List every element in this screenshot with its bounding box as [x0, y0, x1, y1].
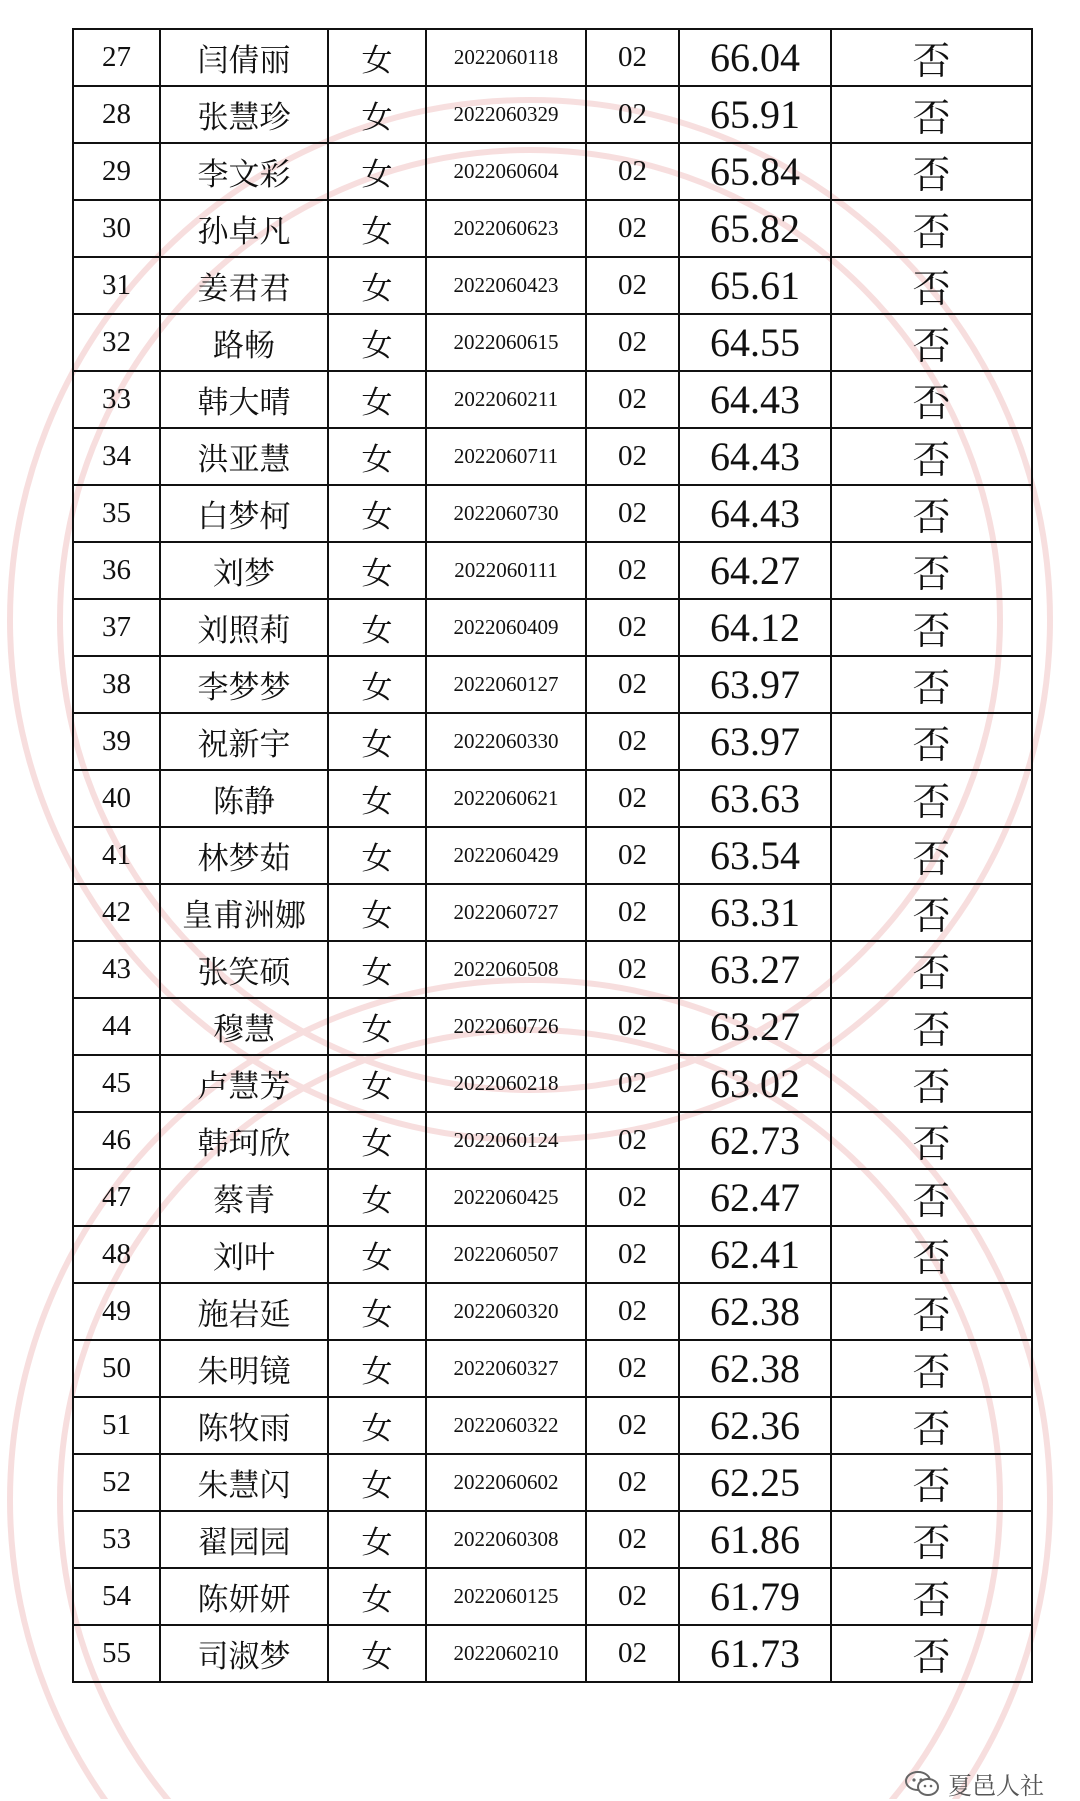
cell-exam-id: 2022060429 — [426, 827, 586, 884]
cell-seq: 40 — [73, 770, 160, 827]
cell-qualified-flag: 否 — [831, 542, 1032, 599]
cell-seq: 47 — [73, 1169, 160, 1226]
table-row — [73, 998, 1032, 1055]
cell-name: 翟园园 — [160, 1511, 328, 1568]
cell-sex: 女 — [328, 1112, 426, 1169]
cell-exam-id: 2022060124 — [426, 1112, 586, 1169]
cell-name: 刘梦 — [160, 542, 328, 599]
cell-position-code: 02 — [586, 1511, 679, 1568]
cell-qualified-flag: 否 — [831, 770, 1032, 827]
cell-position-code: 02 — [586, 1568, 679, 1625]
cell-score: 62.38 — [679, 1340, 831, 1397]
cell-sex: 女 — [328, 1568, 426, 1625]
table-row — [73, 428, 1032, 485]
cell-qualified-flag: 否 — [831, 1112, 1032, 1169]
cell-position-code: 02 — [586, 599, 679, 656]
cell-sex: 女 — [328, 485, 426, 542]
cell-position-code: 02 — [586, 941, 679, 998]
table-row — [73, 1226, 1032, 1283]
cell-sex: 女 — [328, 29, 426, 86]
cell-qualified-flag: 否 — [831, 428, 1032, 485]
cell-position-code: 02 — [586, 1283, 679, 1340]
cell-name: 卢慧芳 — [160, 1055, 328, 1112]
cell-name: 韩大晴 — [160, 371, 328, 428]
cell-score: 65.61 — [679, 257, 831, 314]
cell-position-code: 02 — [586, 485, 679, 542]
cell-exam-id: 2022060210 — [426, 1625, 586, 1682]
cell-seq: 27 — [73, 29, 160, 86]
cell-exam-id: 2022060409 — [426, 599, 586, 656]
table-row — [73, 1397, 1032, 1454]
cell-qualified-flag: 否 — [831, 1169, 1032, 1226]
cell-seq: 52 — [73, 1454, 160, 1511]
cell-exam-id: 2022060125 — [426, 1568, 586, 1625]
cell-qualified-flag: 否 — [831, 485, 1032, 542]
cell-qualified-flag: 否 — [831, 29, 1032, 86]
cell-exam-id: 2022060218 — [426, 1055, 586, 1112]
cell-sex: 女 — [328, 884, 426, 941]
cell-sex: 女 — [328, 599, 426, 656]
cell-score: 64.55 — [679, 314, 831, 371]
results-table — [72, 28, 1033, 1683]
cell-seq: 46 — [73, 1112, 160, 1169]
cell-name: 陈静 — [160, 770, 328, 827]
table-row — [73, 713, 1032, 770]
cell-name: 李梦梦 — [160, 656, 328, 713]
cell-sex: 女 — [328, 1169, 426, 1226]
cell-name: 施岩延 — [160, 1283, 328, 1340]
cell-position-code: 02 — [586, 314, 679, 371]
cell-score: 64.12 — [679, 599, 831, 656]
cell-qualified-flag: 否 — [831, 1625, 1032, 1682]
cell-score: 63.63 — [679, 770, 831, 827]
cell-qualified-flag: 否 — [831, 884, 1032, 941]
cell-score: 62.73 — [679, 1112, 831, 1169]
table-row — [73, 656, 1032, 713]
table-row — [73, 1568, 1032, 1625]
cell-exam-id: 2022060320 — [426, 1283, 586, 1340]
table-row — [73, 884, 1032, 941]
cell-exam-id: 2022060423 — [426, 257, 586, 314]
cell-exam-id: 2022060615 — [426, 314, 586, 371]
cell-score: 63.31 — [679, 884, 831, 941]
cell-name: 皇甫洲娜 — [160, 884, 328, 941]
cell-score: 62.36 — [679, 1397, 831, 1454]
cell-score: 62.25 — [679, 1454, 831, 1511]
cell-qualified-flag: 否 — [831, 941, 1032, 998]
cell-qualified-flag: 否 — [831, 1226, 1032, 1283]
cell-position-code: 02 — [586, 656, 679, 713]
cell-sex: 女 — [328, 314, 426, 371]
cell-sex: 女 — [328, 1340, 426, 1397]
table-row — [73, 1169, 1032, 1226]
cell-position-code: 02 — [586, 86, 679, 143]
cell-seq: 39 — [73, 713, 160, 770]
cell-exam-id: 2022060327 — [426, 1340, 586, 1397]
cell-name: 穆慧 — [160, 998, 328, 1055]
cell-name: 路畅 — [160, 314, 328, 371]
cell-position-code: 02 — [586, 1055, 679, 1112]
cell-seq: 34 — [73, 428, 160, 485]
cell-position-code: 02 — [586, 257, 679, 314]
cell-score: 64.43 — [679, 428, 831, 485]
cell-sex: 女 — [328, 656, 426, 713]
cell-exam-id: 2022060727 — [426, 884, 586, 941]
table-row — [73, 1055, 1032, 1112]
cell-qualified-flag: 否 — [831, 998, 1032, 1055]
cell-name: 朱明镜 — [160, 1340, 328, 1397]
table-row — [73, 1283, 1032, 1340]
cell-seq: 44 — [73, 998, 160, 1055]
cell-qualified-flag: 否 — [831, 599, 1032, 656]
table-row — [73, 542, 1032, 599]
cell-seq: 54 — [73, 1568, 160, 1625]
cell-name: 李文彩 — [160, 143, 328, 200]
cell-position-code: 02 — [586, 770, 679, 827]
cell-seq: 53 — [73, 1511, 160, 1568]
cell-position-code: 02 — [586, 1112, 679, 1169]
cell-position-code: 02 — [586, 713, 679, 770]
cell-score: 61.73 — [679, 1625, 831, 1682]
cell-seq: 43 — [73, 941, 160, 998]
cell-qualified-flag: 否 — [831, 371, 1032, 428]
cell-seq: 32 — [73, 314, 160, 371]
cell-name: 张慧珍 — [160, 86, 328, 143]
cell-name: 祝新宇 — [160, 713, 328, 770]
cell-position-code: 02 — [586, 827, 679, 884]
cell-seq: 51 — [73, 1397, 160, 1454]
cell-position-code: 02 — [586, 143, 679, 200]
table-row — [73, 1625, 1032, 1682]
cell-sex: 女 — [328, 941, 426, 998]
cell-qualified-flag: 否 — [831, 314, 1032, 371]
cell-exam-id: 2022060508 — [426, 941, 586, 998]
cell-seq: 31 — [73, 257, 160, 314]
cell-name: 闫倩丽 — [160, 29, 328, 86]
cell-qualified-flag: 否 — [831, 1055, 1032, 1112]
cell-exam-id: 2022060425 — [426, 1169, 586, 1226]
cell-sex: 女 — [328, 257, 426, 314]
cell-score: 62.38 — [679, 1283, 831, 1340]
cell-exam-id: 2022060329 — [426, 86, 586, 143]
cell-exam-id: 2022060118 — [426, 29, 586, 86]
cell-qualified-flag: 否 — [831, 656, 1032, 713]
cell-position-code: 02 — [586, 542, 679, 599]
cell-score: 63.27 — [679, 941, 831, 998]
cell-qualified-flag: 否 — [831, 713, 1032, 770]
table-row — [73, 86, 1032, 143]
cell-exam-id: 2022060127 — [426, 656, 586, 713]
cell-seq: 36 — [73, 542, 160, 599]
cell-sex: 女 — [328, 998, 426, 1055]
cell-seq: 41 — [73, 827, 160, 884]
cell-exam-id: 2022060623 — [426, 200, 586, 257]
table-row — [73, 827, 1032, 884]
table-row — [73, 770, 1032, 827]
source-label: 夏邑人社 — [948, 1772, 1044, 1800]
cell-exam-id: 2022060111 — [426, 542, 586, 599]
cell-name: 刘照莉 — [160, 599, 328, 656]
table-row — [73, 1340, 1032, 1397]
cell-sex: 女 — [328, 371, 426, 428]
table-row — [73, 1511, 1032, 1568]
cell-seq: 48 — [73, 1226, 160, 1283]
cell-position-code: 02 — [586, 200, 679, 257]
cell-qualified-flag: 否 — [831, 1397, 1032, 1454]
cell-name: 韩珂欣 — [160, 1112, 328, 1169]
cell-score: 64.43 — [679, 485, 831, 542]
cell-sex: 女 — [328, 1055, 426, 1112]
table-row — [73, 599, 1032, 656]
cell-exam-id: 2022060730 — [426, 485, 586, 542]
cell-position-code: 02 — [586, 1625, 679, 1682]
cell-sex: 女 — [328, 713, 426, 770]
cell-seq: 30 — [73, 200, 160, 257]
cell-position-code: 02 — [586, 1397, 679, 1454]
cell-position-code: 02 — [586, 998, 679, 1055]
cell-name: 朱慧闪 — [160, 1454, 328, 1511]
cell-seq: 55 — [73, 1625, 160, 1682]
cell-exam-id: 2022060322 — [426, 1397, 586, 1454]
cell-qualified-flag: 否 — [831, 1340, 1032, 1397]
cell-score: 61.86 — [679, 1511, 831, 1568]
cell-score: 63.97 — [679, 656, 831, 713]
cell-score: 63.54 — [679, 827, 831, 884]
table-row — [73, 200, 1032, 257]
cell-name: 陈牧雨 — [160, 1397, 328, 1454]
source-footer — [904, 1766, 1044, 1801]
results-table-body — [73, 29, 1032, 1682]
cell-score: 63.02 — [679, 1055, 831, 1112]
cell-qualified-flag: 否 — [831, 1454, 1032, 1511]
table-row — [73, 1454, 1032, 1511]
cell-sex: 女 — [328, 542, 426, 599]
cell-name: 陈妍妍 — [160, 1568, 328, 1625]
cell-seq: 45 — [73, 1055, 160, 1112]
cell-sex: 女 — [328, 827, 426, 884]
cell-score: 62.41 — [679, 1226, 831, 1283]
cell-sex: 女 — [328, 143, 426, 200]
cell-position-code: 02 — [586, 1226, 679, 1283]
cell-sex: 女 — [328, 1454, 426, 1511]
cell-sex: 女 — [328, 770, 426, 827]
cell-seq: 33 — [73, 371, 160, 428]
wechat-icon — [904, 1770, 940, 1798]
cell-sex: 女 — [328, 1625, 426, 1682]
cell-exam-id: 2022060621 — [426, 770, 586, 827]
cell-score: 65.91 — [679, 86, 831, 143]
cell-qualified-flag: 否 — [831, 827, 1032, 884]
cell-sex: 女 — [328, 1511, 426, 1568]
cell-position-code: 02 — [586, 1454, 679, 1511]
cell-position-code: 02 — [586, 1169, 679, 1226]
cell-sex: 女 — [328, 200, 426, 257]
table-row — [73, 257, 1032, 314]
table-row — [73, 485, 1032, 542]
cell-name: 白梦柯 — [160, 485, 328, 542]
cell-qualified-flag: 否 — [831, 257, 1032, 314]
cell-name: 司淑梦 — [160, 1625, 328, 1682]
cell-sex: 女 — [328, 1226, 426, 1283]
cell-name: 蔡青 — [160, 1169, 328, 1226]
cell-qualified-flag: 否 — [831, 1511, 1032, 1568]
cell-name: 刘叶 — [160, 1226, 328, 1283]
cell-score: 65.82 — [679, 200, 831, 257]
table-row — [73, 143, 1032, 200]
cell-seq: 38 — [73, 656, 160, 713]
cell-score: 63.97 — [679, 713, 831, 770]
cell-qualified-flag: 否 — [831, 86, 1032, 143]
cell-score: 62.47 — [679, 1169, 831, 1226]
cell-seq: 35 — [73, 485, 160, 542]
cell-seq: 42 — [73, 884, 160, 941]
table-row — [73, 29, 1032, 86]
cell-score: 65.84 — [679, 143, 831, 200]
results-table-container — [72, 28, 1033, 1683]
cell-score: 64.43 — [679, 371, 831, 428]
cell-seq: 28 — [73, 86, 160, 143]
cell-qualified-flag: 否 — [831, 143, 1032, 200]
table-row — [73, 1112, 1032, 1169]
cell-name: 张笑硕 — [160, 941, 328, 998]
cell-exam-id: 2022060330 — [426, 713, 586, 770]
cell-seq: 37 — [73, 599, 160, 656]
table-row — [73, 314, 1032, 371]
cell-score: 61.79 — [679, 1568, 831, 1625]
cell-name: 洪亚慧 — [160, 428, 328, 485]
cell-sex: 女 — [328, 86, 426, 143]
cell-position-code: 02 — [586, 428, 679, 485]
cell-exam-id: 2022060211 — [426, 371, 586, 428]
cell-name: 孙卓凡 — [160, 200, 328, 257]
cell-qualified-flag: 否 — [831, 1568, 1032, 1625]
cell-seq: 29 — [73, 143, 160, 200]
cell-sex: 女 — [328, 1283, 426, 1340]
cell-exam-id: 2022060602 — [426, 1454, 586, 1511]
cell-position-code: 02 — [586, 29, 679, 86]
cell-name: 姜君君 — [160, 257, 328, 314]
cell-seq: 50 — [73, 1340, 160, 1397]
cell-exam-id: 2022060507 — [426, 1226, 586, 1283]
cell-qualified-flag: 否 — [831, 200, 1032, 257]
cell-name: 林梦茹 — [160, 827, 328, 884]
table-row — [73, 941, 1032, 998]
cell-exam-id: 2022060711 — [426, 428, 586, 485]
cell-position-code: 02 — [586, 1340, 679, 1397]
cell-score: 64.27 — [679, 542, 831, 599]
cell-sex: 女 — [328, 428, 426, 485]
cell-seq: 49 — [73, 1283, 160, 1340]
cell-sex: 女 — [328, 1397, 426, 1454]
cell-position-code: 02 — [586, 884, 679, 941]
cell-score: 63.27 — [679, 998, 831, 1055]
cell-exam-id: 2022060726 — [426, 998, 586, 1055]
cell-qualified-flag: 否 — [831, 1283, 1032, 1340]
cell-position-code: 02 — [586, 371, 679, 428]
table-row — [73, 371, 1032, 428]
cell-score: 66.04 — [679, 29, 831, 86]
cell-exam-id: 2022060308 — [426, 1511, 586, 1568]
cell-exam-id: 2022060604 — [426, 143, 586, 200]
